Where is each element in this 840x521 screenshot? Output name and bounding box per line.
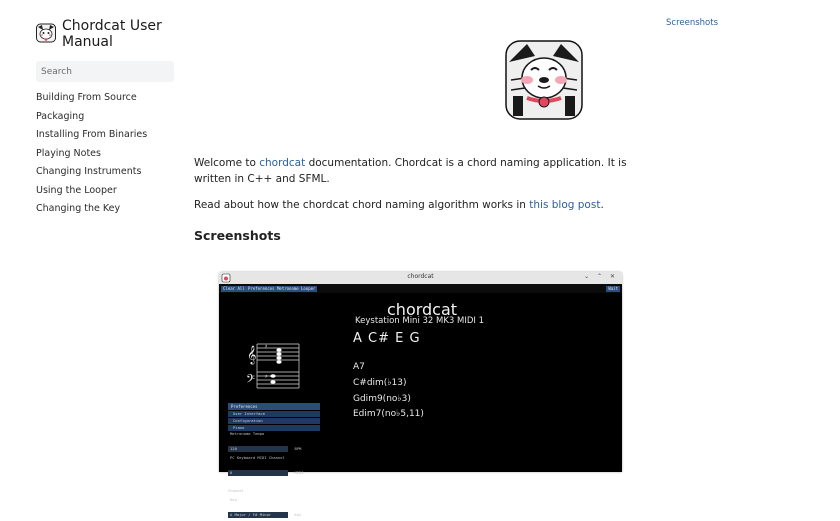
prefs-tempo-unit: BPM <box>294 446 302 451</box>
menu-wait: Wait <box>608 286 618 291</box>
screenshot-notes: A C# E G <box>353 331 421 346</box>
chordcat-hero-logo-icon <box>505 40 583 120</box>
prefs-tempo-field: 120 <box>228 446 288 452</box>
blog-text-end: . <box>600 199 604 211</box>
intro-text-rest: documentation. Chordcat is a chord naming application. It is written in C++ and SFML. <box>194 157 627 185</box>
intro-paragraph <box>194 155 634 187</box>
screenshot-app-title: chordcat <box>387 300 458 319</box>
search-input[interactable] <box>36 61 174 82</box>
sidebar-item-installing-from-binaries[interactable]: Installing From Binaries <box>36 129 148 140</box>
sidebar-nav <box>36 91 174 221</box>
chordcat-link[interactable]: chordcat <box>259 157 306 169</box>
prefs-key-unit: Key <box>294 512 302 517</box>
chordcat-logo-icon <box>36 23 56 43</box>
menu-preferences: Preferences <box>248 286 275 291</box>
sidebar-item-building-from-source[interactable]: Building From Source <box>36 92 137 103</box>
intro-text: Welcome to <box>194 157 260 169</box>
svg-text:𝄢: 𝄢 <box>246 373 256 389</box>
prefs-row-piano: Piano <box>228 425 320 431</box>
prefs-key-field: A Major / F# Minor <box>228 512 288 518</box>
brand[interactable] <box>36 18 174 50</box>
chord-name: C#dim(♭13) <box>353 378 407 388</box>
svg-text:𝄞: 𝄞 <box>247 345 257 364</box>
sidebar-item-using-the-looper[interactable]: Using the Looper <box>36 184 117 196</box>
menu-looper: Looper <box>301 286 316 291</box>
prefs-tempo-label: Metronome Tempo <box>230 431 265 436</box>
toc-link-screenshots[interactable]: Screenshots <box>666 18 719 28</box>
blog-post-link[interactable]: this blog post <box>529 199 601 211</box>
sidebar-item-changing-the-key[interactable]: Changing the Key <box>36 203 121 214</box>
screenshot-preferences-panel <box>228 403 320 521</box>
sidebar-item-changing-instruments[interactable]: Changing Instruments <box>36 166 142 177</box>
screenshots-heading: Screenshots <box>194 228 281 243</box>
prefs-row-configuration: Configuration <box>228 418 320 424</box>
blog-text: Read about how the chordcat chord naming algorithm works in <box>194 199 530 211</box>
screenshot-titlebar <box>219 272 622 284</box>
prefs-midi-label: PC Keyboard MIDI Channel <box>230 455 285 460</box>
site-title[interactable]: Chordcat User Manual <box>62 18 162 50</box>
svg-text:♯: ♯ <box>265 374 268 380</box>
sidebar-item-playing-notes[interactable]: Playing Notes <box>36 147 101 159</box>
main-content <box>194 40 644 243</box>
chord-name: Gdim9(no♭3) <box>353 394 411 404</box>
blog-paragraph <box>194 197 634 213</box>
window-controls-icon: ⌄ ⌃ ✕ <box>584 273 618 280</box>
screenshot-device-name: Keystation Mini 32 MK3 MIDI 1 <box>355 316 485 326</box>
screenshot-menubar <box>219 284 622 293</box>
menu-metronome: Metronome <box>277 286 299 291</box>
sidebar <box>36 18 174 221</box>
prefs-midi-unit: MIDI Channel <box>228 470 304 493</box>
app-screenshot <box>219 272 622 517</box>
prefs-row-user-interface: User Interface <box>228 411 320 417</box>
sidebar-item-packaging[interactable]: Packaging <box>36 110 85 122</box>
prefs-key-label: Key <box>230 497 237 502</box>
prefs-header: Preferences <box>228 403 320 410</box>
menu-clear-all: Clear All <box>223 286 245 291</box>
chord-name: Edim7(no♭5,11) <box>353 409 424 419</box>
chord-name: A7 <box>353 362 365 372</box>
screenshot-window-title: chordcat <box>407 273 434 280</box>
prefs-midi-field: 0 <box>228 470 288 476</box>
grand-staff-icon <box>245 338 305 394</box>
svg-text:♯: ♯ <box>265 344 268 350</box>
